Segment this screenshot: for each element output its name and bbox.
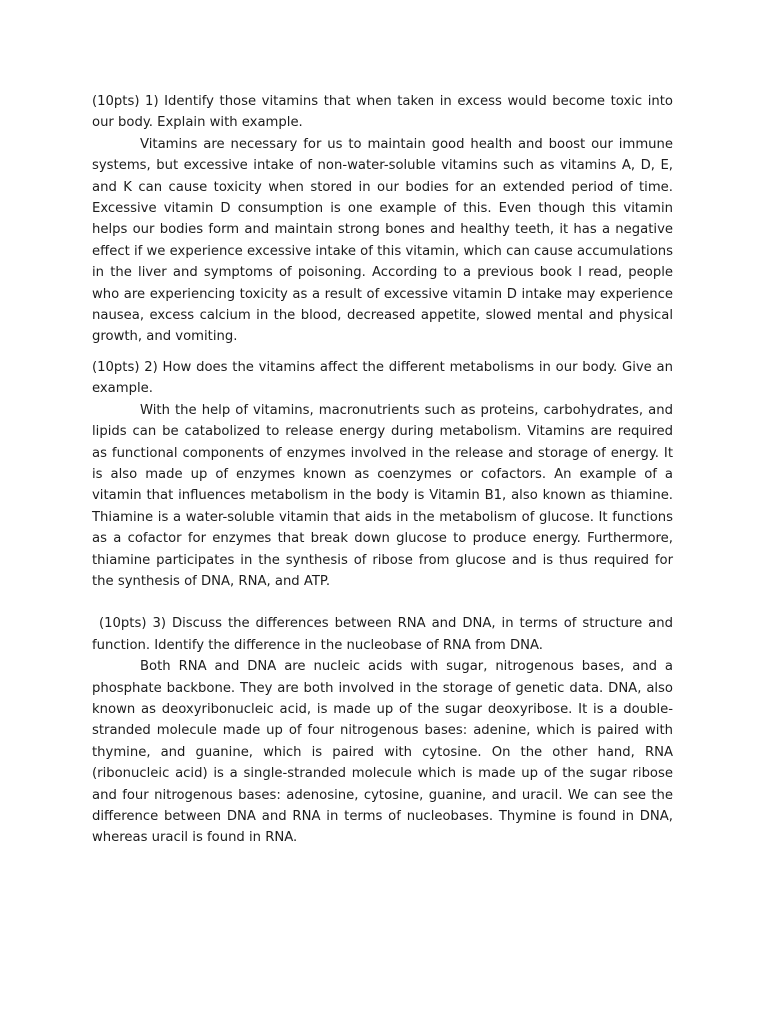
answer-2: With the help of vitamins, macronutrients such as proteins, carbohydrates, and lipids can be catabolized to release energy during metabolism. Vitamins are required as functional components of enzymes involved in the release and storage of energy. It is also made up of enzymes known as coenzymes or cofactors. An example of a vitamin that influences metabolism in the body is Vitamin B1, also known as thiamine. Thiamine is a water-soluble vitamin that aids in the metabolism of glucose. It functions as a cofactor for enzymes that break down glucose to produce energy. Furthermore, thiamine participates in the synthesis of ribose from glucose and is thus required for the synthesis of DNA, RNA, and ATP. [92, 402, 673, 589]
question-1: (10pts) 1) Identify those vitamins that when taken in excess would become toxic into our body. Explain with example. [92, 94, 673, 131]
document-page [92, 91, 673, 849]
answer-1: Vitamins are necessary for us to maintain good health and boost our immune systems, but excessive intake of non-water-soluble vitamins such as vitamins A, D, E, and K can cause toxicity when stored in our bodies for an extended period of time. Excessive vitamin D consumption is one example of this. Even though this vitamin helps our bodies form and maintain strong bones and healthy teeth, it has a negative effect if we experience excessive intake of this vitamin, which can cause accumulations in the liver and symptoms of poisoning. According to a previous book I read, people who are experiencing toxicity as a result of excessive vitamin D intake may experience nausea, excess calcium in the blood, decreased appetite, slowed mental and physical growth, and vomiting. [92, 136, 673, 345]
answer-3: Both RNA and DNA are nucleic acids with sugar, nitrogenous bases, and a phosphate backbone. They are both involved in the storage of genetic data. DNA, also known as deoxyribonucleic acid, is made up of the sugar deoxyribose. It is a double-stranded molecule made up of four nitrogenous bases: adenine, which is paired with thymine, and guanine, which is paired with cytosine. On the other hand, RNA (ribonucleic acid) is a single-stranded molecule which is made up of the sugar ribose and four nitrogenous bases: adenosine, cytosine, guanine, and uracil. We can see the difference between DNA and RNA in terms of nucleobases. Thymine is found in DNA, whereas uracil is found in RNA. [92, 659, 673, 846]
question-3: (10pts) 3) Discuss the differences between RNA and DNA, in terms of structure and function. Identify the difference in the nucleobase of RNA from DNA. [92, 616, 673, 653]
section-3 [92, 613, 673, 848]
section-2 [92, 357, 673, 592]
section-1 [92, 91, 673, 348]
question-2: (10pts) 2) How does the vitamins affect the different metabolisms in our body. Give an example. [92, 359, 673, 397]
